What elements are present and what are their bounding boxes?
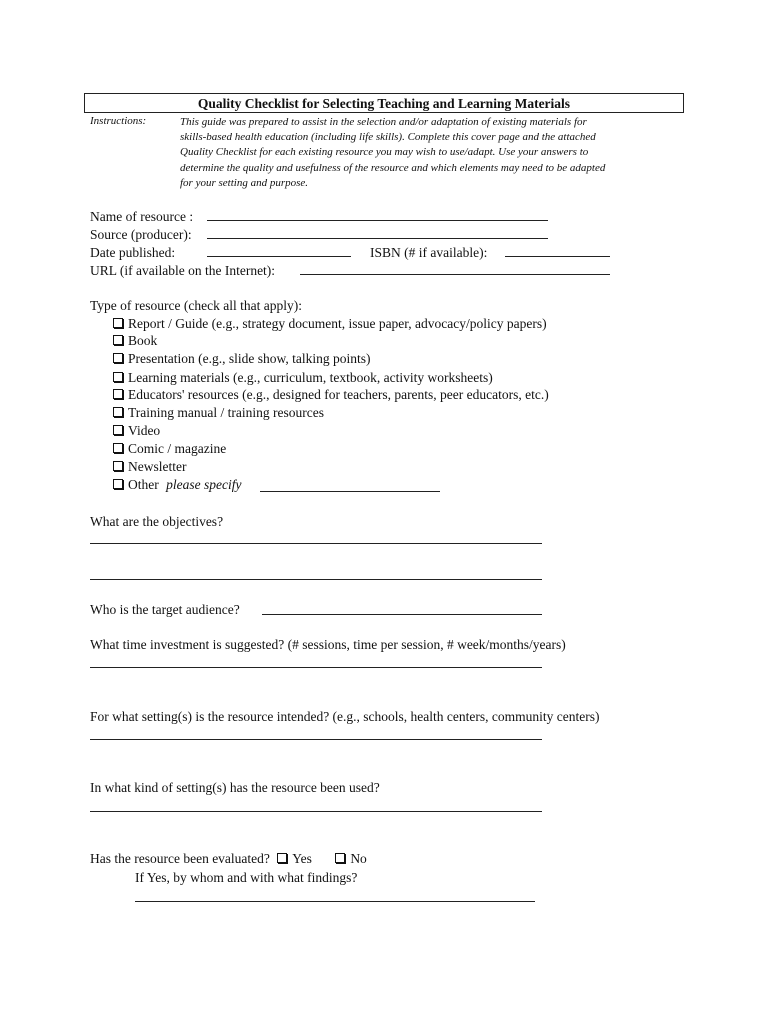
checkbox-icon[interactable]	[113, 335, 123, 345]
setting-intended-question: For what setting(s) is the resource intended? (e.g., schools, health centers, community centers)	[90, 709, 600, 724]
type-heading: Type of resource (check all that apply):	[90, 298, 302, 313]
url-field[interactable]	[300, 274, 610, 275]
source-label: Source (producer):	[90, 227, 192, 242]
url-label: URL (if available on the Internet):	[90, 263, 276, 278]
setting-used-question: In what kind of setting(s) has the resource been used?	[90, 780, 380, 795]
date-field-row	[90, 244, 175, 261]
name-field-row	[90, 208, 193, 225]
page-title: Quality Checklist for Selecting Teaching and Learning Materials	[84, 93, 684, 113]
checkbox-icon[interactable]	[113, 407, 123, 417]
findings-answer-line[interactable]	[135, 901, 535, 902]
checkbox-icon[interactable]	[113, 479, 123, 489]
option-label: Other	[128, 477, 159, 492]
time-answer-line[interactable]	[90, 667, 542, 668]
instructions-text	[180, 115, 680, 191]
option-presentation[interactable]	[113, 350, 370, 367]
setting-used-answer-line[interactable]	[90, 811, 542, 812]
checkbox-icon[interactable]	[113, 389, 123, 399]
option-label: Comic / magazine	[128, 441, 227, 456]
time-question: What time investment is suggested? (# sessions, time per session, # week/months/years)	[90, 637, 566, 652]
option-label: Book	[128, 333, 158, 348]
date-label: Date published:	[90, 245, 176, 260]
checkbox-icon[interactable]	[277, 853, 287, 863]
option-comic[interactable]	[113, 440, 226, 457]
option-educators-resources[interactable]	[113, 386, 549, 403]
instructions-line: This guide was prepared to assist in the selection and/or adaptation of existing materials for	[180, 116, 587, 128]
option-other[interactable]	[113, 476, 241, 493]
instructions-line: Quality Checklist for each existing resource you may wish to use/adapt. Use your answers to	[180, 146, 589, 159]
audience-question: Who is the target audience?	[90, 602, 240, 617]
checkbox-icon[interactable]	[113, 443, 123, 453]
date-field[interactable]	[207, 256, 351, 257]
checkbox-icon[interactable]	[113, 461, 123, 471]
instructions-label: Instructions:	[90, 115, 147, 127]
instructions-line: for your setting and purpose.	[180, 176, 309, 189]
option-label: Learning materials (e.g., curriculum, textbook, activity worksheets)	[128, 370, 493, 385]
url-field-row	[90, 262, 275, 279]
source-field[interactable]	[207, 238, 548, 239]
other-specify-field[interactable]	[260, 491, 440, 492]
evaluated-question-row	[90, 850, 367, 867]
option-training-manual[interactable]	[113, 404, 324, 421]
other-specify-label: please specify	[166, 477, 242, 492]
isbn-field-row	[370, 244, 487, 261]
option-label: Training manual / training resources	[128, 405, 324, 420]
yes-label: Yes	[292, 851, 312, 866]
checkbox-icon[interactable]	[335, 853, 345, 863]
option-book[interactable]	[113, 332, 157, 349]
option-label: Video	[128, 423, 161, 438]
option-label: Newsletter	[128, 459, 187, 474]
name-label: Name of resource :	[90, 209, 194, 224]
objectives-answer-line-2[interactable]	[90, 579, 542, 580]
objectives-question: What are the objectives?	[90, 514, 224, 529]
setting-intended-answer-line[interactable]	[90, 739, 542, 740]
checkbox-icon[interactable]	[113, 353, 123, 363]
option-label: Educators' resources (e.g., designed for teachers, parents, peer educators, etc.)	[128, 387, 549, 402]
option-video[interactable]	[113, 422, 160, 439]
source-field-row	[90, 226, 192, 243]
isbn-field[interactable]	[505, 256, 610, 257]
option-newsletter[interactable]	[113, 458, 186, 475]
name-field[interactable]	[207, 220, 548, 221]
objectives-answer-line-1[interactable]	[90, 543, 542, 544]
checkbox-icon[interactable]	[113, 425, 123, 435]
option-report[interactable]	[113, 315, 547, 332]
no-label: No	[350, 851, 367, 866]
evaluated-question: Has the resource been evaluated?	[90, 851, 270, 866]
instructions-line: determine the quality and usefulness of the resource and which elements may need to be adapted	[180, 161, 606, 174]
option-label: Report / Guide (e.g., strategy document, issue paper, advocacy/policy papers)	[128, 316, 547, 331]
checkbox-icon[interactable]	[113, 318, 123, 328]
option-label: Presentation (e.g., slide show, talking points)	[128, 351, 371, 366]
option-learning-materials[interactable]	[113, 369, 493, 386]
isbn-label: ISBN (# if available):	[370, 245, 488, 260]
checkbox-icon[interactable]	[113, 372, 123, 382]
audience-answer-line[interactable]	[262, 614, 542, 615]
instructions-line: skills-based health education (including life skills). Complete this cover page and the attached	[180, 131, 596, 144]
findings-question: If Yes, by whom and with what findings?	[135, 870, 358, 885]
